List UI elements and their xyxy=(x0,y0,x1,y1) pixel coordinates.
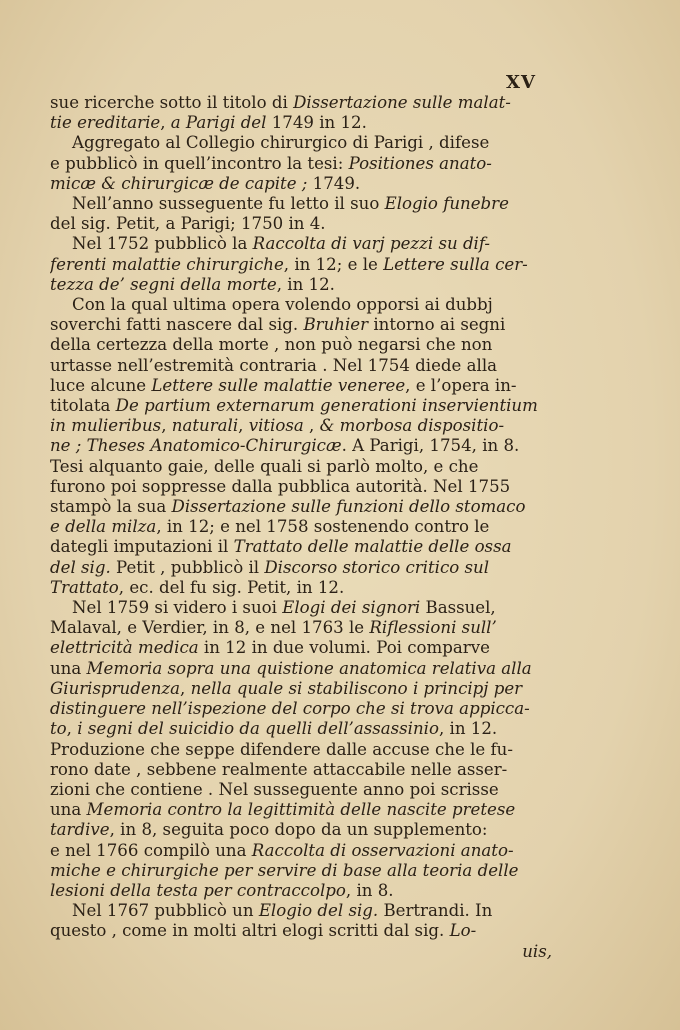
text-segment: , xyxy=(66,719,78,739)
italic-text: Lettere sulle malattie veneree xyxy=(151,375,406,395)
italic-text: Dissertazione sulle malat- xyxy=(293,93,511,112)
text-segment: , in 12; e le xyxy=(283,254,384,274)
text-segment: Produzione che seppe difendere dalle accuse che le fu- xyxy=(50,739,513,759)
italic-text: & morbosa dispositio- xyxy=(319,416,505,436)
text-line xyxy=(50,699,552,719)
text-line xyxy=(50,174,552,194)
text-segment: Nell’anno susseguente fu letto il suo xyxy=(72,194,385,214)
text-line xyxy=(50,780,552,800)
text-line xyxy=(50,861,552,881)
italic-text: vitiosa xyxy=(248,416,304,436)
text-segment: , xyxy=(160,113,171,133)
text-line xyxy=(50,275,552,295)
italic-text: elettricità medica xyxy=(50,638,199,658)
text-segment: titolata xyxy=(50,396,116,416)
text-line xyxy=(50,740,552,760)
italic-text: tardive xyxy=(50,820,110,840)
text-segment: , xyxy=(161,416,172,436)
text-segment: Malaval, e Verdier, in 8, e nel 1763 le xyxy=(50,618,370,638)
text-line xyxy=(50,295,552,315)
text-line xyxy=(50,255,552,275)
text-line xyxy=(50,154,552,174)
text-line xyxy=(50,638,552,658)
text-segment: , xyxy=(238,416,249,436)
text-line xyxy=(50,477,552,497)
italic-text: Riflessioni sull’ xyxy=(369,618,497,638)
text-line xyxy=(50,113,552,133)
text-segment: dategli imputazioni il xyxy=(50,537,234,557)
text-line xyxy=(50,234,552,254)
italic-text: Elogio funebre xyxy=(384,194,509,214)
text-segment: e pubblicò in quell’incontro la tesi: xyxy=(50,153,349,173)
italic-text: Positiones anato- xyxy=(348,153,492,173)
text-segment: sue ricerche sotto il titolo di xyxy=(50,93,294,112)
text-segment: in 12 in due volumi. Poi comparve xyxy=(198,638,490,658)
italic-text: micæ & chirurgicæ de capite ; xyxy=(50,173,308,193)
text-segment: , in 8, seguita poco dopo da un supplemento: xyxy=(109,820,488,840)
text-segment: intorno ai segni xyxy=(368,315,506,335)
page-number: XV xyxy=(506,72,536,93)
text-line xyxy=(50,457,552,477)
text-segment: , in 12. xyxy=(438,719,498,739)
italic-text: Memoria contro la legittimità delle nascite pretese xyxy=(86,800,516,820)
text-line xyxy=(50,841,552,861)
text-segment: rono date , sebbene realmente attaccabile nelle asser- xyxy=(50,759,508,779)
italic-text: del sig. xyxy=(50,557,111,577)
text-line xyxy=(50,356,552,376)
italic-text: distinguere nell’ispezione del corpo che si trova appicca- xyxy=(50,699,530,719)
italic-text: Dissertazione sulle funzioni dello stomaco xyxy=(171,497,526,517)
text-line xyxy=(50,679,552,699)
italic-text: tezza de’ segni della morte xyxy=(50,274,277,294)
text-segment: furono poi soppresse dalla pubblica autorità. Nel 1755 xyxy=(50,476,511,496)
text-line xyxy=(50,901,552,921)
text-line xyxy=(50,578,552,598)
text-line xyxy=(50,497,552,517)
text-segment: zioni che contiene . Nel susseguente anno poi scrisse xyxy=(50,779,499,799)
text-segment: , xyxy=(303,416,320,436)
text-segment: soverchi fatti nascere dal sig. xyxy=(50,315,304,335)
text-segment: Tesi alquanto gaie, delle quali si parlò molto, e che xyxy=(50,456,479,476)
text-segment: stampò la sua xyxy=(50,497,172,517)
text-segment: Con la qual ultima opera volendo opporsi ai dubbj xyxy=(72,295,493,315)
text-segment: , ec. del fu sig. Petit, in 12. xyxy=(118,577,345,597)
italic-text: lesioni della testa per contraccolpo xyxy=(50,880,346,900)
text-segment: Bertrandi. In xyxy=(378,901,493,921)
italic-text: Trattato delle malattie delle ossa xyxy=(233,537,512,557)
text-line xyxy=(50,659,552,679)
text-segment: del sig. Petit, a Parigi; 1750 in 4. xyxy=(50,214,326,234)
text-segment: , xyxy=(180,678,191,698)
text-line xyxy=(50,800,552,820)
italic-text: miche e chirurgiche per servire di base alla teoria delle xyxy=(50,860,519,880)
text-line xyxy=(50,820,552,840)
text-segment: Petit , pubblicò il xyxy=(110,557,265,577)
text-segment: , in 12; e nel 1758 sostenendo contro le xyxy=(156,517,490,537)
italic-text: to xyxy=(50,719,67,739)
italic-text: e della milza xyxy=(50,517,157,537)
italic-text: Raccolta di varj pezzi su dif- xyxy=(252,234,491,254)
text-line xyxy=(50,517,552,537)
italic-text: i segni del suicidio da quelli dell’assassinio xyxy=(77,719,439,739)
italic-text: Raccolta di osservazioni anato- xyxy=(251,840,514,860)
text-segment: Nel 1752 pubblicò la xyxy=(72,234,253,254)
italic-text: Lettere sulla cer- xyxy=(383,254,528,274)
italic-text: nella quale si stabiliscono i principj per xyxy=(190,678,523,698)
text-line xyxy=(50,921,552,941)
italic-text: tie ereditarie xyxy=(50,113,161,133)
text-line xyxy=(50,214,552,234)
text-segment: , e l’opera in- xyxy=(405,375,517,395)
text-segment: 1749 in 12. xyxy=(266,113,367,133)
italic-text: ferenti malattie chirurgiche xyxy=(50,254,284,274)
text-line xyxy=(50,416,552,436)
italic-text: ne ; Theses Anatomico-Chirurgicæ xyxy=(50,436,342,456)
text-segment: 1749. xyxy=(307,173,361,193)
text-line xyxy=(50,396,552,416)
text-segment: Aggregato al Collegio chirurgico di Parigi , difese xyxy=(72,133,490,153)
text-segment: urtasse nell’estremità contraria . Nel 1754 diede alla xyxy=(50,355,498,375)
text-line xyxy=(50,881,552,901)
text-segment: questo , come in molti altri elogi scritti dal sig. xyxy=(50,921,450,941)
text-segment: della certezza della morte , non può negarsi che non xyxy=(50,335,493,355)
italic-text: uis, xyxy=(522,941,552,961)
text-line xyxy=(50,93,552,113)
text-line xyxy=(50,376,552,396)
text-line xyxy=(50,133,552,153)
text-segment: Bassuel, xyxy=(420,598,496,618)
text-line xyxy=(50,598,552,618)
text-segment: una xyxy=(50,658,87,678)
body-text xyxy=(50,93,552,962)
text-segment: e nel 1766 compilò una xyxy=(50,840,252,860)
italic-text: Discorso storico critico sul xyxy=(264,557,490,577)
italic-text: a Parigi del xyxy=(170,113,267,133)
text-line xyxy=(50,558,552,578)
text-segment: Nel 1767 pubblicò un xyxy=(72,901,259,921)
text-line xyxy=(50,315,552,335)
text-line xyxy=(50,335,552,355)
italic-text: in mulieribus xyxy=(50,416,162,436)
italic-text: Bruhier xyxy=(303,315,369,335)
italic-text: De partium externarum generationi inservientium xyxy=(115,396,538,416)
italic-text: Elogio del sig. xyxy=(258,901,379,921)
text-line xyxy=(50,760,552,780)
text-segment: Nel 1759 si videro i suoi xyxy=(72,598,283,618)
text-segment: luce alcune xyxy=(50,375,152,395)
italic-text: Lo- xyxy=(449,921,477,941)
text-segment: , in 12. xyxy=(276,274,335,294)
text-line xyxy=(50,719,552,739)
italic-text: Trattato xyxy=(50,577,119,597)
text-line xyxy=(50,436,552,456)
text-segment: una xyxy=(50,800,87,820)
italic-text: Elogi dei signori xyxy=(282,598,421,618)
text-line xyxy=(50,618,552,638)
text-line xyxy=(50,194,552,214)
text-line xyxy=(50,537,552,557)
italic-text: Memoria sopra una quistione anatomica relativa alla xyxy=(86,658,532,678)
italic-text: Giurisprudenza xyxy=(50,678,181,698)
catchword xyxy=(50,942,552,962)
italic-text: naturali xyxy=(171,416,239,436)
text-segment: . A Parigi, 1754, in 8. xyxy=(341,436,520,456)
text-segment: , in 8. xyxy=(345,880,394,900)
